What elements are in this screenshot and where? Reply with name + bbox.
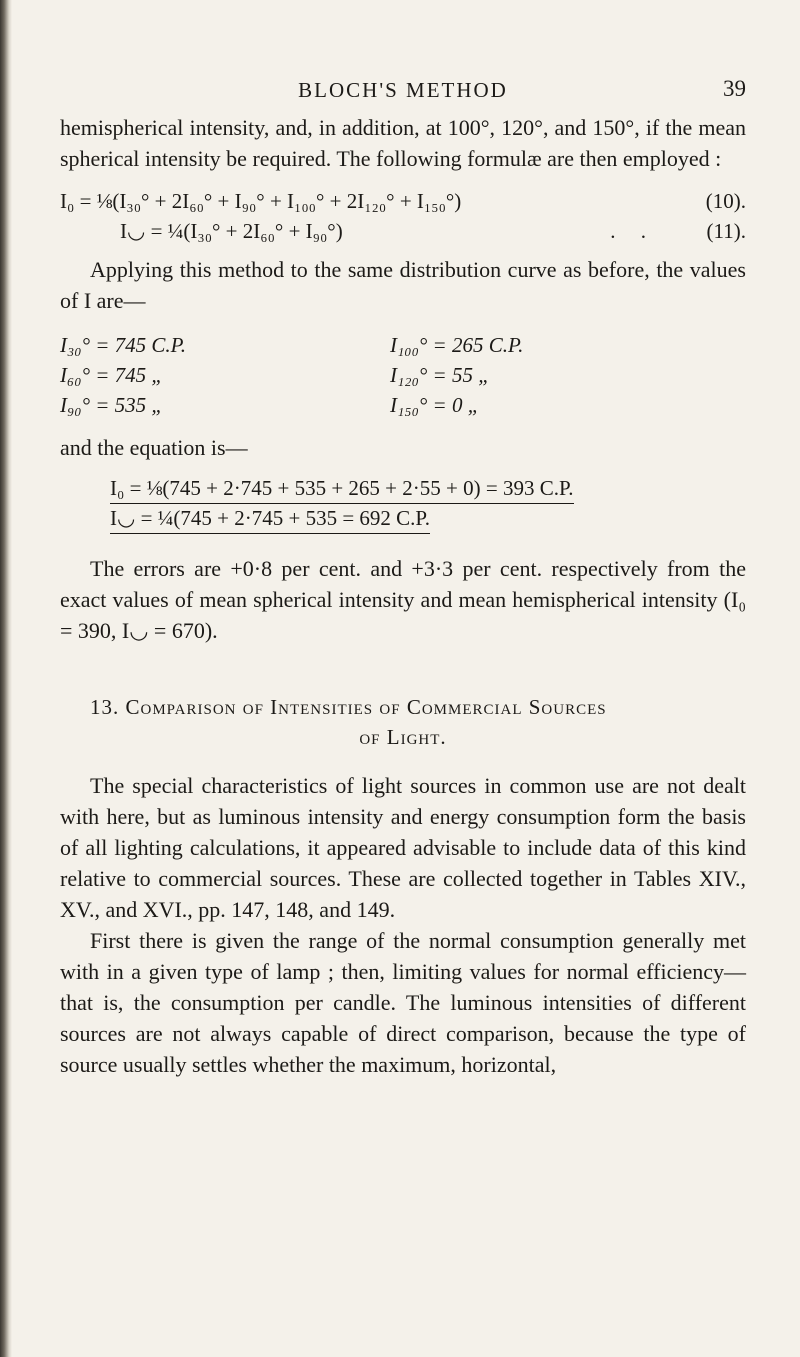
paragraph-4: The errors are +0·8 per cent. and +3·3 per cent. respectively from the exact values of mean spherical intensity and mean hemispherical intensity (I₀ = 390, I◡ = 670). — [60, 556, 746, 643]
formula-10 — [60, 186, 746, 216]
value-right: I₁₂₀° = 55 „ — [390, 363, 490, 387]
result-equation: I₀ = ⅛(745 + 2·745 + 535 + 265 + 2·55 + 0) = 393 C.P. — [110, 473, 574, 504]
values-row — [60, 390, 746, 420]
formula-expression: I₀ = ⅛(I₃₀° + 2I₆₀° + I₉₀° + I₁₀₀° + 2I₁₂₀° + I₁₅₀°) — [60, 189, 462, 213]
values-row — [60, 360, 746, 390]
formula-11 — [60, 216, 746, 246]
result-block — [60, 473, 746, 533]
values-row — [60, 330, 746, 360]
value-right: I₁₅₀° = 0 „ — [390, 393, 480, 417]
value-left: I₃₀° = 745 C.P. — [60, 333, 187, 357]
formula-block — [60, 186, 746, 246]
value-left: I₆₀° = 745 „ — [60, 363, 164, 387]
result-row — [60, 503, 746, 533]
equation-number: (11). — [706, 219, 746, 243]
leader-dots: . . — [610, 219, 656, 243]
values-table — [60, 330, 746, 420]
paragraph-6: First there is given the range of the normal consumption generally met with in a given type of lamp ; then, limiting values for normal efficiency—that is, the consumption per candle. The luminous intensities of different sources are not always capable of direct comparison, because the type of source usually settles whether the maximum, horizontal, — [60, 928, 746, 1077]
value-left: I₉₀° = 535 „ — [60, 393, 164, 417]
paragraph-1: hemispherical intensity, and, in addition, at 100°, 120°, and 150°, if the mean spherical intensity be required. The following formulæ are then employed : — [60, 115, 746, 171]
section-heading — [60, 692, 746, 752]
value-right: I₁₀₀° = 265 C.P. — [390, 333, 524, 357]
section-heading-line-1: 13. Comparison of Intensities of Commercial Sources — [90, 695, 607, 719]
running-title: BLOCH'S METHOD — [298, 78, 508, 102]
page-binding-edge — [0, 0, 12, 1357]
result-equation: I◡ = ¼(745 + 2·745 + 535 = 692 C.P. — [110, 503, 430, 534]
section-heading-line-2: of Light. — [359, 725, 447, 749]
page-number: 39 — [723, 76, 746, 101]
formula-expression: I◡ = ¼(I₃₀° + 2I₆₀° + I₉₀°) — [120, 219, 343, 243]
paragraph-2: Applying this method to the same distribution curve as before, the values of I are— — [60, 257, 746, 313]
result-row — [60, 473, 746, 503]
paragraph-5: The special characteristics of light sources in common use are not dealt with here, but as luminous intensity and energy consumption form the basis of all lighting calculations, it appeared advisable to include data of this kind relative to commercial sources. These are collected together in Tables XIV., XV., and XVI., pp. 147, 148, and 149. — [60, 773, 746, 922]
book-page — [60, 78, 746, 1080]
running-head — [60, 78, 746, 112]
paragraph-3: and the equation is— — [60, 435, 248, 460]
equation-number: (10). — [705, 189, 746, 213]
